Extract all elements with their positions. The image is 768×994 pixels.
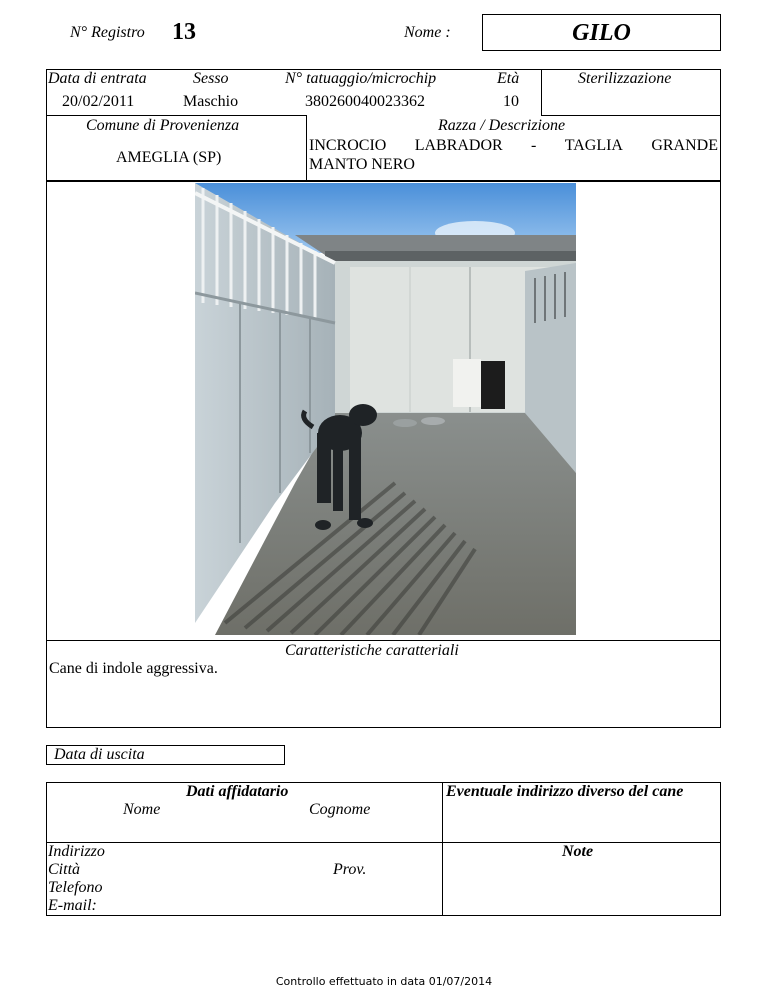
data-entrata-label: Data di entrata bbox=[48, 70, 147, 87]
registro-value: 13 bbox=[172, 19, 196, 45]
sesso-value: Maschio bbox=[183, 93, 239, 110]
affidatario-indirizzo-label: Indirizzo bbox=[48, 843, 105, 860]
eta-label: Età bbox=[497, 70, 520, 87]
controllo-footer: Controllo effettuato in data 01/07/2014 bbox=[275, 975, 493, 988]
info-divider-right bbox=[541, 115, 721, 116]
affidatario-nome-label: Nome bbox=[123, 801, 161, 818]
info-divider-steril bbox=[541, 69, 542, 116]
affidatario-citta-label: Città bbox=[48, 861, 81, 878]
razza-word: LABRADOR bbox=[414, 137, 503, 154]
razza-word: - bbox=[531, 137, 537, 154]
microchip-label: N° tatuaggio/microchip bbox=[285, 70, 437, 87]
affidatario-divider-vertical bbox=[442, 782, 443, 916]
indirizzo-diverso-label: Eventuale indirizzo diverso del cane bbox=[446, 783, 684, 800]
sesso-label: Sesso bbox=[193, 70, 229, 87]
affidatario-telefono-label: Telefono bbox=[48, 879, 103, 896]
razza-word: TAGLIA bbox=[564, 137, 623, 154]
affidatario-email-label: E-mail: bbox=[48, 897, 97, 914]
data-uscita-label: Data di uscita bbox=[54, 746, 145, 763]
photo-divider bbox=[46, 640, 721, 641]
info-divider-left bbox=[46, 115, 307, 116]
comune-label: Comune di Provenienza bbox=[86, 117, 240, 134]
eta-value: 10 bbox=[503, 93, 519, 110]
razza-line1 bbox=[309, 137, 718, 155]
affidatario-prov-label: Prov. bbox=[333, 861, 367, 878]
nome-label: Nome : bbox=[404, 24, 451, 41]
affidatario-cognome-label: Cognome bbox=[309, 801, 371, 818]
razza-line2: MANTO NERO bbox=[309, 156, 415, 173]
caratteristiche-text: Cane di indole aggressiva. bbox=[49, 660, 218, 677]
razza-word: GRANDE bbox=[651, 137, 718, 154]
note-label: Note bbox=[562, 843, 594, 860]
affidatario-title: Dati affidatario bbox=[186, 783, 289, 800]
comune-value: AMEGLIA (SP) bbox=[116, 149, 222, 166]
sterilizzazione-label: Sterilizzazione bbox=[578, 70, 672, 87]
data-entrata-value: 20/02/2011 bbox=[62, 93, 135, 110]
razza-word: INCROCIO bbox=[309, 137, 387, 154]
affidatario-divider-horizontal bbox=[46, 842, 721, 843]
dog-photo-drawing bbox=[195, 183, 576, 635]
razza-label: Razza / Descrizione bbox=[438, 117, 566, 134]
data-uscita-field[interactable] bbox=[46, 745, 285, 765]
caratteristiche-label: Caratteristiche caratteriali bbox=[285, 642, 459, 659]
dog-photo bbox=[195, 183, 576, 635]
registro-label: N° Registro bbox=[70, 24, 145, 41]
microchip-value: 380260040023362 bbox=[305, 93, 425, 110]
info-divider-vertical bbox=[306, 115, 307, 181]
nome-box bbox=[482, 14, 721, 51]
nome-value: GILO bbox=[572, 20, 631, 46]
